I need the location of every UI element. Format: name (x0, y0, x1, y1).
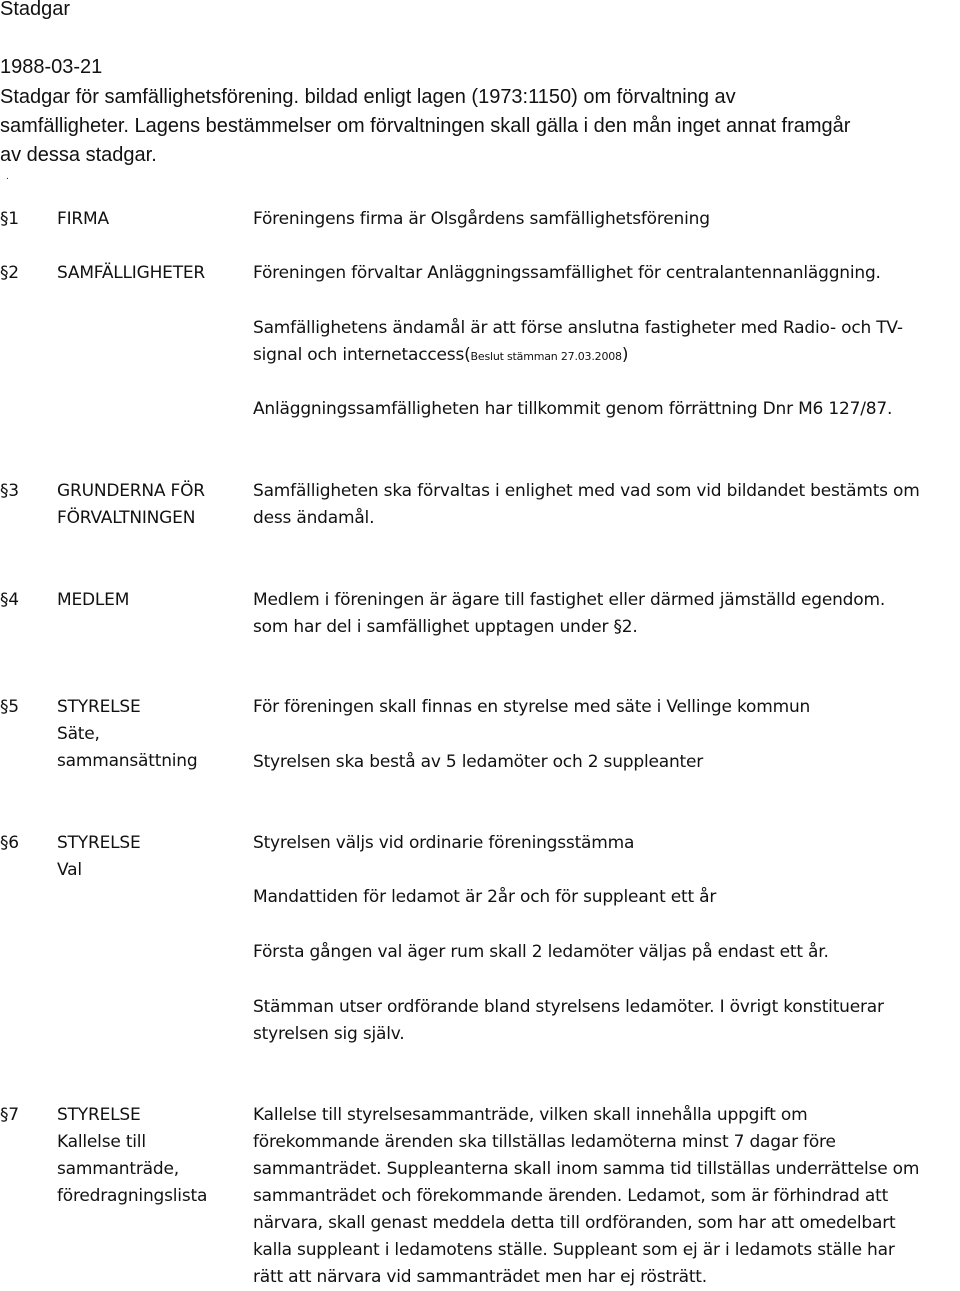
document-date: 1988-03-21 (0, 56, 103, 78)
section-6-paragraph-3: Första gången val äger rum skall 2 ledamöter väljas på endast ett år. (253, 942, 829, 962)
section-4-text-line-1: Medlem i föreningen är ägare till fastighet eller därmed jämställd egendom. (253, 590, 886, 610)
section-3-text-line-2: dess ändamål. (253, 508, 375, 528)
section-6-paragraph-1: Styrelsen väljs vid ordinarie föreningsstämma (253, 833, 635, 853)
section-7-text-line-1: Kallelse till styrelsesammanträde, vilken skall innehålla uppgift om (253, 1105, 808, 1125)
section-6-paragraph-2: Mandattiden för ledamot är 2år och för suppleant ett år (253, 887, 717, 907)
section-2-paragraph-2-text: signal och internetaccess( (253, 345, 471, 365)
section-2-number: §2 (0, 263, 19, 283)
section-7-number: §7 (0, 1105, 19, 1125)
section-5-number: §5 (0, 697, 19, 717)
section-2-paragraph-1: Föreningen förvaltar Anläggningssamfällighet för centralantennanläggning. (253, 263, 881, 283)
section-2-heading: SAMFÄLLIGHETER (57, 263, 206, 283)
section-4-text-line-2: som har del i samfällighet upptagen under §2. (253, 617, 638, 637)
section-3-heading-line-2: FÖRVALTNINGEN (57, 508, 196, 528)
intro-line-2: samfälligheter. Lagens bestämmelser om förvaltningen skall gälla i den mån inget annat framgår (0, 115, 851, 137)
section-6-paragraph-4-line-2: styrelsen sig själv. (253, 1024, 405, 1044)
section-7-heading-line-1: STYRELSE (57, 1105, 141, 1125)
section-7-text-line-2: förekommande ärenden ska tillställas ledamöterna minst 7 dagar före (253, 1132, 836, 1152)
section-6-number: §6 (0, 833, 19, 853)
section-7-text-line-4: sammanträdet och förekommande ärenden. Ledamot, som är förhindrad att (253, 1186, 889, 1206)
section-7-text-line-6: kalla suppleant i ledamotens ställe. Suppleant som ej är i ledamots ställe har (253, 1240, 895, 1260)
section-7-heading-line-3: sammanträde, (57, 1159, 179, 1179)
section-4-number: §4 (0, 590, 19, 610)
section-2-paragraph-3: Anläggningssamfälligheten har tillkommit genom förrättning Dnr M6 127/87. (253, 399, 893, 419)
section-4-heading: MEDLEM (57, 590, 130, 610)
section-1-text: Föreningens firma är Olsgårdens samfällighetsförening (253, 209, 710, 229)
section-6-paragraph-4-line-1: Stämman utser ordförande bland styrelsens ledamöter. I övrigt konstituerar (253, 997, 884, 1017)
intro-line-1: Stadgar för samfällighetsförening. bildad enligt lagen (1973:1150) om förvaltning av (0, 86, 736, 108)
section-5-heading-line-1: STYRELSE (57, 697, 141, 717)
section-2-paragraph-2-line-1: Samfällighetens ändamål är att förse anslutna fastigheter med Radio- och TV- (253, 318, 903, 338)
section-2-paragraph-2-line-2 (253, 342, 628, 370)
section-3-number: §3 (0, 481, 19, 501)
document-title: Stadgar (0, 0, 71, 20)
section-3-text-line-1: Samfälligheten ska förvaltas i enlighet med vad som vid bildandet bestämts om (253, 481, 920, 501)
intro-mark: . (6, 171, 9, 182)
section-7-heading-line-2: Kallelse till (57, 1132, 146, 1152)
section-5-paragraph-1: För föreningen skall finnas en styrelse med säte i Vellinge kommun (253, 697, 811, 717)
section-3-heading-line-1: GRUNDERNA FÖR (57, 481, 205, 501)
section-1-number: §1 (0, 209, 19, 229)
section-7-text-line-3: sammanträdet. Suppleanterna skall inom samma tid tillställas underrättelse om (253, 1159, 920, 1179)
section-1-heading: FIRMA (57, 209, 109, 229)
section-7-text-line-7: rätt att närvara vid sammanträdet men har ej rösträtt. (253, 1267, 707, 1287)
section-7-text-line-5: närvara, skall genast meddela detta till ordföranden, som har att omedelbart (253, 1213, 896, 1233)
section-6-heading-line-1: STYRELSE (57, 833, 141, 853)
section-7-heading-line-4: föredragningslista (57, 1186, 208, 1206)
section-5-heading-line-2: Säte, (57, 724, 100, 744)
section-2-paragraph-2-close: ) (621, 345, 629, 365)
section-5-heading-line-3: sammansättning (57, 751, 198, 771)
section-5-paragraph-2: Styrelsen ska bestå av 5 ledamöter och 2 suppleanter (253, 752, 704, 772)
section-6-heading-line-2: Val (57, 860, 82, 880)
intro-line-3: av dessa stadgar. (0, 144, 157, 166)
section-2-decision-note: Beslut stämman 27.03.2008 (470, 350, 622, 363)
